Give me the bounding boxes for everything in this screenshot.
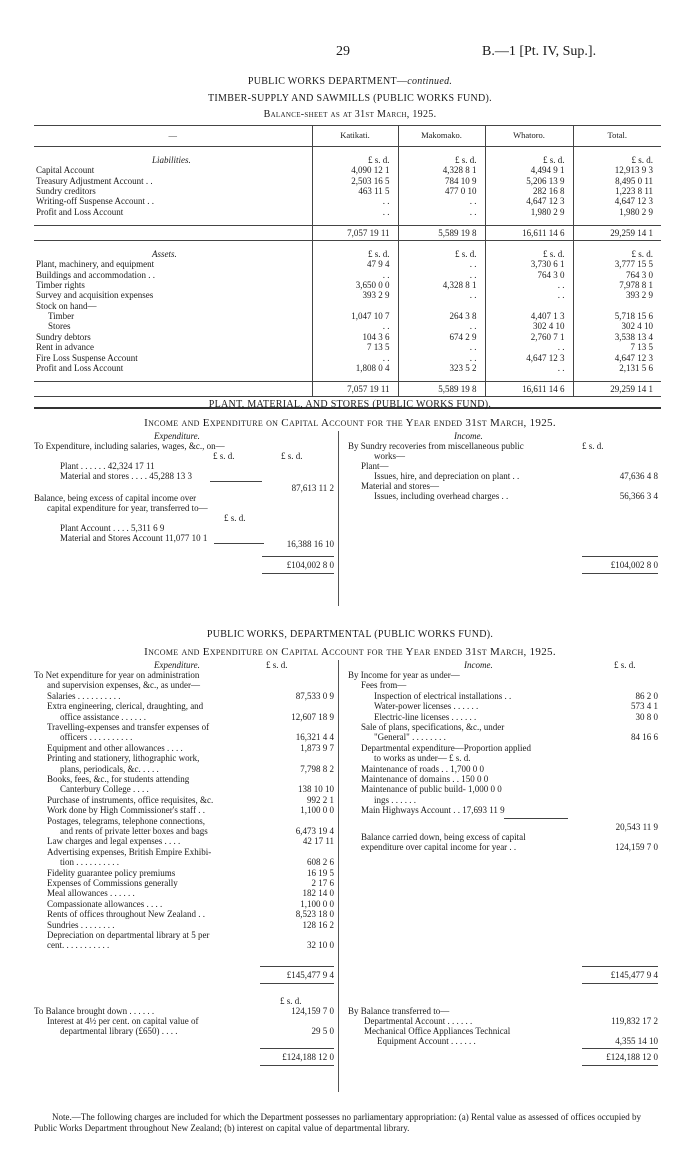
amount-cell: 12,913 9 3 (573, 165, 661, 175)
income-heading: Income. (464, 660, 493, 670)
expenditure-total: £104,002 8 0 (286, 560, 334, 570)
income-line: Balance carried down, being excess of capital (361, 832, 526, 842)
amount-cell: 4,328 8 1 (398, 165, 485, 175)
amount-cell: 4,647 12 3 (485, 353, 573, 363)
amount-cell: 4,090 12 1 (312, 165, 398, 175)
table-row (34, 270, 661, 280)
table-row (34, 280, 661, 290)
table-row (34, 301, 661, 311)
total-cell: 29,259 14 1 (573, 382, 661, 397)
amount: 30 8 0 (635, 711, 658, 722)
expenditure-line: Rents of offices throughout New Zealand . . (47, 909, 206, 920)
income-heading: Income. (454, 431, 483, 441)
income-total: £145,477 9 4 (610, 970, 658, 980)
rule (582, 573, 658, 574)
balance-line: Mechanical Office Appliances Technical (364, 1026, 511, 1036)
expenditure-line: and rents of private letter boxes and bags (60, 826, 208, 836)
amount: 16,321 4 4 (295, 732, 334, 743)
currency-heading: £ s. d. (582, 441, 604, 451)
spacer-cell (398, 373, 485, 382)
amount: 87,533 0 9 (295, 690, 334, 701)
expenditure-line: Compassionate allowances . . . . (47, 898, 163, 909)
amount: 12,607 18 9 (291, 711, 334, 722)
row-label: Buildings and accommodation . . (36, 269, 155, 280)
amount-cell: 477 0 10 (398, 186, 485, 196)
row-label: Plant, machinery, and equipment (36, 259, 155, 270)
amount-cell: 463 11 5 (312, 186, 398, 196)
amount: 573 4 1 (631, 701, 658, 712)
currency-heading: £ s. d. (398, 155, 485, 165)
expenditure-line: Law charges and legal expenses . . . . (47, 836, 181, 847)
rule (260, 1048, 334, 1049)
currency-heading: £ s. d. (213, 451, 235, 461)
currency-heading: £ s. d. (573, 155, 661, 165)
table-row (34, 241, 661, 250)
currency-heading: £ s. d. (398, 249, 485, 259)
row-label: Writing-off Suspense Account . . (36, 196, 154, 207)
expenditure-line: capital expenditure for year, transferred to— (47, 503, 208, 513)
spacer-cell (485, 217, 573, 226)
expenditure-line: Salaries . . . . . . . . . . (47, 690, 121, 701)
footnote: Note.—The following charges are included for which the Department possesses no parliamentary appropriation: (a) Rental value as assessed of offices occupied by Public Works Department throughout New Zealand; (b) interest on capital value of departmental library. (34, 1112, 641, 1133)
income-line: Electric-line licenses . . . . . . (374, 711, 477, 722)
section1-subtitle: TIMBER-SUPPLY AND SAWMILLS (PUBLIC WORKS FUND). (208, 93, 492, 104)
spacer-cell (34, 241, 312, 250)
amount-cell: . . (398, 259, 485, 269)
table-row (34, 196, 661, 206)
amount: 2 17 6 (311, 878, 334, 888)
amount-cell (312, 301, 398, 311)
income-line: expenditure over capital income for year . . (361, 842, 517, 853)
expenditure-line: Purchase of instruments, office requisites, &c. (47, 794, 214, 805)
amount-cell: 764 3 0 (485, 270, 573, 280)
expenditure-line: Material and stores . . . . 45,288 13 3 (60, 471, 192, 481)
income-line: Issues, hire, and depreciation on plant . . (374, 471, 520, 481)
total-cell: 5,589 19 8 (398, 382, 485, 397)
income-line: By Income for year as under— (348, 670, 460, 680)
row-label: Profit and Loss Account (36, 206, 124, 217)
amount-cell: 323 5 2 (398, 363, 485, 373)
table-row (34, 363, 661, 373)
expenditure-line: Depreciation on departmental library at 5 per (47, 930, 210, 940)
expenditure-line: plans, periodicals, &c. . . . . (60, 763, 159, 774)
table-row (34, 186, 661, 196)
table-row (34, 259, 661, 269)
amount-cell: 393 2 9 (312, 290, 398, 300)
rule (260, 1065, 334, 1066)
total-cell: 16,611 14 6 (485, 382, 573, 397)
column-header: Makomako. (398, 126, 485, 147)
balance-line: By Balance transferred to— (348, 1006, 450, 1016)
spacer-cell (398, 241, 485, 250)
spacer-cell (398, 147, 485, 156)
amount-cell: 674 2 9 (398, 332, 485, 342)
expenditure-line: To Expenditure, including salaries, wages, &c., on— (34, 441, 225, 451)
section2-title: PLANT, MATERIAL, AND STORES (PUBLIC WORKS FUND). (208, 399, 492, 410)
total-cell: 7,057 19 11 (312, 382, 398, 397)
table-row (34, 382, 661, 397)
expenditure-line: Extra engineering, clerical, draughting, and (47, 701, 204, 712)
rule (582, 983, 658, 984)
row-label: Rent in advance (36, 342, 94, 353)
section2-subtitle: Income and Expenditure on Capital Account for the Year ended 31st March, 1925. (144, 417, 556, 429)
income-line: Main Highways Account . . 17,693 11 9 (361, 805, 505, 816)
expenditure-heading: Expenditure. (154, 431, 200, 441)
amount-cell: 2,131 5 6 (573, 363, 661, 373)
amount-cell: . . (312, 207, 398, 217)
amount-cell: . . (485, 342, 573, 352)
total-cell: 29,259 14 1 (573, 226, 661, 241)
amount-cell: 4,647 12 3 (485, 196, 573, 206)
expenditure-line: Material and Stores Account 11,077 10 1 (60, 533, 208, 543)
currency-heading: £ s. d. (312, 249, 398, 259)
expenditure-line: Sundries . . . . . . . . (47, 919, 115, 930)
document-reference: B.—1 [Pt. IV, Sup.]. (482, 44, 597, 59)
spacer-cell (34, 382, 312, 397)
amount-cell: 282 16 8 (485, 186, 573, 196)
amount: 6,473 19 4 (295, 826, 334, 836)
rule (582, 556, 658, 557)
amount-cell: 3,777 15 5 (573, 259, 661, 269)
amount-cell: 5,206 13 9 (485, 176, 573, 186)
income-line: Maintenance of public build- 1,000 0 0 (361, 784, 502, 795)
amount: 1,873 9 7 (300, 742, 334, 753)
rule (582, 1048, 658, 1049)
amount: 29 5 0 (311, 1026, 334, 1036)
table-row (34, 165, 661, 175)
amount-cell: 1,980 2 9 (485, 207, 573, 217)
amount: 124,159 7 0 (291, 1006, 334, 1016)
amount-cell: 7 13 5 (312, 342, 398, 352)
spacer-cell (573, 217, 661, 226)
row-label: Stores (48, 321, 71, 332)
amount: 119,832 17 2 (611, 1016, 658, 1026)
amount-cell: 4,494 9 1 (485, 165, 573, 175)
balance-line: Equipment Account . . . . . . (377, 1036, 476, 1046)
amount-cell: . . (398, 270, 485, 280)
expenditure-line: Equipment and other allowances . . . . (47, 742, 183, 753)
table-row (34, 353, 661, 363)
table-row (34, 311, 661, 321)
amount-cell: . . (398, 342, 485, 352)
assets-heading: Assets. (152, 249, 177, 260)
spacer-cell (485, 147, 573, 156)
row-label: Sundry creditors (36, 186, 96, 197)
income-line: Plant— (361, 461, 389, 471)
amount-cell: 3,538 13 4 (573, 332, 661, 342)
balance-total: £124,188 12 0 (282, 1052, 334, 1062)
expenditure-line: Travelling-expenses and transfer expenses of (47, 722, 210, 732)
total-cell: 7,057 19 11 (312, 226, 398, 241)
rule (262, 556, 334, 557)
table-row (34, 321, 661, 331)
spacer-cell (34, 217, 312, 226)
spacer-cell (573, 147, 661, 156)
amount: 4,355 14 10 (615, 1036, 658, 1046)
spacer-cell (34, 226, 312, 241)
total-cell: 16,611 14 6 (485, 226, 573, 241)
amount: 1,100 0 0 (300, 898, 334, 909)
currency-heading: £ s. d. (573, 249, 661, 259)
amount-cell: 2,760 7 1 (485, 332, 573, 342)
amount-cell: 1,808 0 4 (312, 363, 398, 373)
amount: 138 10 10 (298, 784, 334, 795)
amount-cell: 4,407 1 3 (485, 311, 573, 321)
column-divider (338, 431, 339, 606)
amount: 7,798 8 2 (300, 763, 334, 774)
column-header: Katikati. (312, 126, 398, 147)
amount-cell: . . (485, 363, 573, 373)
income-line: Water-power licenses . . . . . . (374, 701, 479, 712)
amount-cell: . . (398, 321, 485, 331)
amount: 1,100 0 0 (300, 805, 334, 816)
amount-cell: . . (398, 196, 485, 206)
rule (582, 966, 658, 967)
balance-line: Interest at 4½ per cent. on capital value of (47, 1016, 199, 1026)
amount: 124,159 7 0 (615, 842, 658, 853)
row-label: Profit and Loss Account (36, 362, 124, 373)
balance-total: £124,188 12 0 (606, 1052, 658, 1062)
amount-cell: 3,730 6 1 (485, 259, 573, 269)
table-row (34, 332, 661, 342)
expenditure-line: officers . . . . . . . . . . (60, 732, 133, 743)
amount: 32 10 0 (307, 940, 334, 951)
amount-cell: . . (398, 207, 485, 217)
amount-cell: 764 3 0 (573, 270, 661, 280)
amount: 992 2 1 (307, 794, 334, 805)
row-label: Treasury Adjustment Account . . (36, 175, 153, 186)
liabilities-heading: Liabilities. (152, 155, 191, 165)
spacer-cell (485, 241, 573, 250)
currency-heading: £ s. d. (280, 996, 302, 1006)
section1-title: PUBLIC WORKS DEPARTMENT—continued. (247, 76, 453, 87)
amount: 182 14 0 (302, 888, 334, 899)
amount-cell: 8,495 0 11 (573, 176, 661, 186)
expenditure-line: tion . . . . . . . . . . (60, 857, 120, 868)
income-line: Maintenance of roads . . 1,700 0 0 (361, 763, 484, 774)
amount-cell: 2,503 16 5 (312, 176, 398, 186)
row-label: Survey and acquisition expenses (36, 290, 154, 301)
spacer-cell (312, 147, 398, 156)
row-label: Fire Loss Suspense Account (36, 352, 138, 363)
income-line: Issues, including overhead charges . . (374, 491, 509, 501)
section3-subtitle: Income and Expenditure on Capital Account for the Year ended 31st March, 1925. (144, 646, 556, 658)
rule (260, 983, 334, 984)
expenditure-line: Plant . . . . . . 42,324 17 11 (60, 461, 155, 471)
amount-cell: 4,647 12 3 (573, 353, 661, 363)
table-row (34, 249, 661, 259)
table-row (34, 217, 661, 226)
amount-cell: 1,980 2 9 (573, 207, 661, 217)
amount-cell: 784 10 9 (398, 176, 485, 186)
income-line: "General" . . . . . . . . (374, 732, 446, 743)
expenditure-line: and supervision expenses, &c., as under— (47, 680, 200, 691)
amount-cell: 4,328 8 1 (398, 280, 485, 290)
spacer-cell (398, 217, 485, 226)
spacer-cell (573, 241, 661, 250)
amount: 42 17 11 (302, 836, 334, 847)
spacer-cell (573, 373, 661, 382)
currency-heading: £ s. d. (485, 155, 573, 165)
income-total: £104,002 8 0 (610, 560, 658, 570)
row-label: Capital Account (36, 165, 95, 176)
expenditure-line: Postages, telegrams, telephone connections, (47, 815, 205, 826)
amount-cell: 4,647 12 3 (573, 196, 661, 206)
table-row (34, 342, 661, 352)
amount: 20,543 11 9 (615, 821, 658, 832)
amount-cell: 7,978 8 1 (573, 280, 661, 290)
expenditure-line: To Net expenditure for year on administration (34, 670, 200, 680)
column-header: Whatoro. (485, 126, 573, 147)
amount-cell: 104 3 6 (312, 332, 398, 342)
amount-cell: 1,047 10 7 (312, 311, 398, 321)
rule (210, 481, 262, 482)
currency-heading: £ s. d. (266, 660, 288, 670)
amount-cell: 302 4 10 (573, 321, 661, 331)
spacer-cell (312, 217, 398, 226)
amount: 16 19 5 (307, 867, 334, 878)
balance-sheet-table (34, 125, 661, 409)
balance-sheet-title: Balance-sheet as at 31st March, 1925. (263, 109, 437, 120)
currency-heading: £ s. d. (614, 660, 636, 670)
expenditure-heading: Expenditure. (154, 660, 200, 670)
expenditure-line: Canterbury College . . . . (60, 784, 149, 795)
expenditure-line: Plant Account . . . . 5,311 6 9 (60, 523, 165, 533)
amount-cell (398, 301, 485, 311)
amount-cell (485, 301, 573, 311)
table-row (34, 176, 661, 186)
table-row (34, 290, 661, 300)
spacer-cell (312, 373, 398, 382)
spacer-cell (312, 241, 398, 250)
amount: 608 2 6 (307, 857, 334, 868)
amount-cell: 5,718 15 6 (573, 311, 661, 321)
spacer-cell (34, 373, 312, 382)
amount: 47,636 4 8 (619, 471, 658, 481)
total-cell: 5,589 19 8 (398, 226, 485, 241)
rule (262, 573, 334, 574)
column-header: Total. (573, 126, 661, 147)
rule (504, 818, 568, 819)
expenditure-line: Meal allowances . . . . . . (47, 888, 135, 899)
expenditure-line: cent. . . . . . . . . . . (47, 940, 110, 951)
row-label: Stock on hand— (36, 300, 97, 311)
income-line: to works as under— £ s. d. (374, 753, 471, 764)
currency-heading: £ s. d. (281, 451, 303, 461)
currency-heading: £ s. d. (485, 249, 573, 259)
table-row (34, 147, 661, 156)
amount-cell: . . (485, 290, 573, 300)
expenditure-line: Advertising expenses, British Empire Exhibi- (47, 846, 212, 857)
income-line: Material and stores— (361, 481, 439, 491)
spacer-cell (485, 373, 573, 382)
table-row (34, 226, 661, 241)
amount-cell: 264 3 8 (398, 311, 485, 321)
amount-cell: 7 13 5 (573, 342, 661, 352)
row-label: Timber (48, 311, 75, 322)
amount-cell (573, 301, 661, 311)
amount: 56,366 3 4 (619, 491, 658, 501)
balance-line: Departmental Account . . . . . . (364, 1016, 473, 1026)
income-line: ings . . . . . . (374, 794, 417, 805)
income-line: Fees from— (361, 680, 407, 691)
table-row (34, 126, 661, 147)
amount-cell: . . (312, 196, 398, 206)
expenditure-line: Fidelity guarantee policy premiums (47, 867, 176, 878)
income-line: Departmental expenditure—Proportion applied (361, 742, 531, 753)
amount-cell: 393 2 9 (573, 290, 661, 300)
currency-heading: £ s. d. (312, 155, 398, 165)
amount-cell: 47 9 4 (312, 259, 398, 269)
amount-cell: 3,650 0 0 (312, 280, 398, 290)
balance-line: departmental library (£650) . . . . (60, 1026, 178, 1036)
amount: 8,523 18 0 (295, 909, 334, 920)
expenditure-line: Balance, being excess of capital income over (34, 493, 197, 503)
amount-cell: . . (312, 270, 398, 280)
page-number: 29 (336, 44, 350, 59)
amount: 84 16 6 (631, 732, 658, 743)
expenditure-line: Books, fees, &c., for students attending (47, 774, 190, 784)
expenditure-line: Expenses of Commissions generally (47, 878, 178, 888)
expenditure-line: Work done by High Commissioner's staff . . (47, 805, 205, 816)
row-label: Sundry debtors (36, 331, 91, 342)
amount-cell: 302 4 10 (485, 321, 573, 331)
expenditure-total: £145,477 9 4 (286, 970, 334, 980)
amount: 128 16 2 (302, 919, 334, 930)
table-row (34, 207, 661, 217)
column-header: — (34, 126, 312, 147)
amount-cell: 1,223 8 11 (573, 186, 661, 196)
spacer-cell (34, 147, 312, 156)
rule (582, 1065, 658, 1066)
table-row (34, 373, 661, 382)
column-divider (338, 660, 339, 1092)
amount: 16,388 16 10 (286, 539, 334, 549)
amount-cell: . . (398, 290, 485, 300)
row-label: Timber rights (36, 280, 85, 291)
expenditure-line: Printing and stationery, lithographic work, (47, 753, 200, 764)
income-line: works— (374, 451, 405, 461)
currency-heading: £ s. d. (224, 513, 246, 523)
amount: 86 2 0 (635, 690, 658, 701)
rule (260, 966, 334, 967)
amount-cell: . . (485, 280, 573, 290)
amount-cell: . . (312, 321, 398, 331)
income-line: Maintenance of domains . . 150 0 0 (361, 774, 489, 784)
section3-title: PUBLIC WORKS, DEPARTMENTAL (PUBLIC WORKS FUND). (206, 629, 494, 640)
income-line: By Sundry recoveries from miscellaneous public (348, 441, 524, 451)
table-row (34, 155, 661, 165)
balance-line: To Balance brought down . . . . . . (34, 1006, 155, 1016)
amount-cell: . . (398, 353, 485, 363)
income-line: Sale of plans, specifications, &c., under (361, 722, 505, 732)
income-line: Inspection of electrical installations . . (374, 690, 512, 701)
amount: 87,613 11 2 (291, 483, 334, 493)
expenditure-line: office assistance . . . . . . (60, 711, 147, 722)
amount-cell: . . (312, 353, 398, 363)
